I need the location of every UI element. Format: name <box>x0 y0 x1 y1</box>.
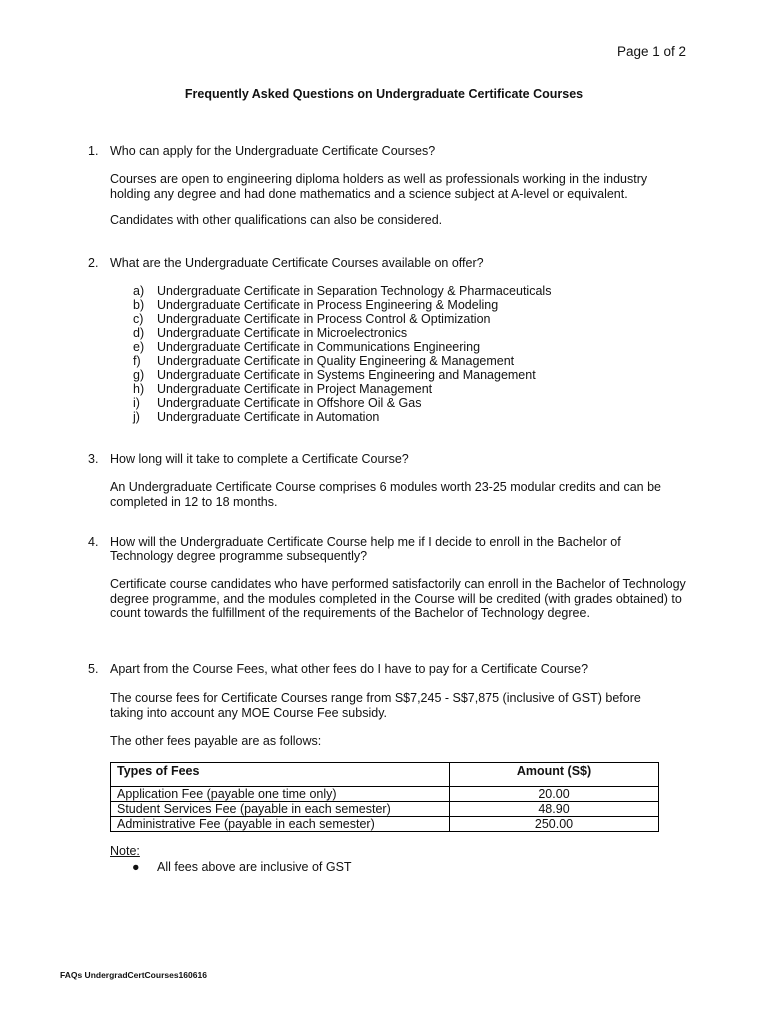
list-item-letter: c) <box>133 312 144 326</box>
bullet-icon: ● <box>132 860 140 874</box>
answer-1-paragraph-2: Candidates with other qualifications can also be considered. <box>110 213 443 227</box>
fees-table <box>110 762 659 832</box>
note-bullet-text: All fees above are inclusive of GST <box>157 860 352 874</box>
list-item-letter: e) <box>133 340 145 354</box>
list-item-text: Undergraduate Certificate in Communications Engineering <box>157 340 481 354</box>
table-cell: Application Fee (payable one time only) <box>111 787 450 802</box>
document-title: Frequently Asked Questions on Undergraduate Certificate Courses <box>184 87 584 101</box>
list-item-text: Undergraduate Certificate in Separation Technology & Pharmaceuticals <box>157 284 552 298</box>
list-item-letter: a) <box>133 284 145 298</box>
answer-3-paragraph: An Undergraduate Certificate Course comprises 6 modules worth 23-25 modular credits and can be completed in 12 to 18 months. <box>110 480 661 509</box>
question-text: How long will it take to complete a Certificate Course? <box>110 452 409 466</box>
footer-filename: FAQs UndergradCertCourses160616 <box>60 970 207 980</box>
list-item-letter: f) <box>133 354 141 368</box>
list-item-text: Undergraduate Certificate in Process Engineering & Modeling <box>157 298 499 312</box>
note-label: Note: <box>110 844 140 858</box>
list-item-text: Undergraduate Certificate in Project Management <box>157 382 433 396</box>
question-number: 4. <box>88 535 99 549</box>
question-text: What are the Undergraduate Certificate Courses available on offer? <box>110 256 484 270</box>
table-cell: Administrative Fee (payable in each semester) <box>111 817 450 832</box>
answer-4-paragraph: Certificate course candidates who have performed satisfactorily can enroll in the Bachelor of Technology degree programme, and the modules completed in the Course will be credited (with grades obtained) to count towards the fulfillment of the requirements of the Bachelor of Technology degree. <box>110 577 686 620</box>
table-header: Types of Fees <box>111 763 450 787</box>
table-cell: 20.00 <box>450 787 659 802</box>
question-number: 1. <box>88 144 99 158</box>
list-item-text: Undergraduate Certificate in Offshore Oil & Gas <box>157 396 422 410</box>
question-3 <box>88 452 688 466</box>
list-item-letter: i) <box>133 396 140 410</box>
question-4 <box>88 535 688 563</box>
list-item-text: Undergraduate Certificate in Process Control & Optimization <box>157 312 491 326</box>
question-number: 5. <box>88 662 99 676</box>
question-number: 2. <box>88 256 99 270</box>
table-cell: 250.00 <box>450 817 659 832</box>
question-text: Apart from the Course Fees, what other fees do I have to pay for a Certificate Course? <box>110 662 589 676</box>
question-1 <box>88 144 688 158</box>
list-item-text: Undergraduate Certificate in Systems Engineering and Management <box>157 368 536 382</box>
list-item-letter: g) <box>133 368 145 382</box>
answer-5-paragraph-1: The course fees for Certificate Courses range from S$7,245 - S$7,875 (inclusive of GST) before taking into account any MOE Course Fee subsidy. <box>110 691 641 720</box>
table-row <box>111 817 659 832</box>
question-text: Who can apply for the Undergraduate Certificate Courses? <box>110 144 436 158</box>
table-row <box>111 802 659 817</box>
question-2 <box>88 256 688 270</box>
question-text: How will the Undergraduate Certificate Course help me if I decide to enroll in the Bachelor of Technology degree programme subsequently? <box>110 535 621 563</box>
table-row <box>111 787 659 802</box>
list-item-letter: j) <box>133 410 140 424</box>
question-number: 3. <box>88 452 99 466</box>
list-item-letter: b) <box>133 298 145 312</box>
table-header-row <box>111 763 659 787</box>
list-item-text: Undergraduate Certificate in Automation <box>157 410 380 424</box>
table-cell: 48.90 <box>450 802 659 817</box>
answer-1-paragraph-1: Courses are open to engineering diploma holders as well as professionals working in the industry holding any degree and had done mathematics and a science subject at A-level or equivalent. <box>110 172 648 201</box>
list-item-text: Undergraduate Certificate in Microelectronics <box>157 326 408 340</box>
table-cell: Student Services Fee (payable in each semester) <box>111 802 450 817</box>
list-item-text: Undergraduate Certificate in Quality Engineering & Management <box>157 354 515 368</box>
table-header: Amount (S$) <box>450 763 659 787</box>
answer-5-paragraph-2: The other fees payable are as follows: <box>110 734 322 748</box>
list-item-letter: d) <box>133 326 145 340</box>
page-number: Page 1 of 2 <box>616 44 686 59</box>
list-item-letter: h) <box>133 382 145 396</box>
question-5 <box>88 662 688 676</box>
